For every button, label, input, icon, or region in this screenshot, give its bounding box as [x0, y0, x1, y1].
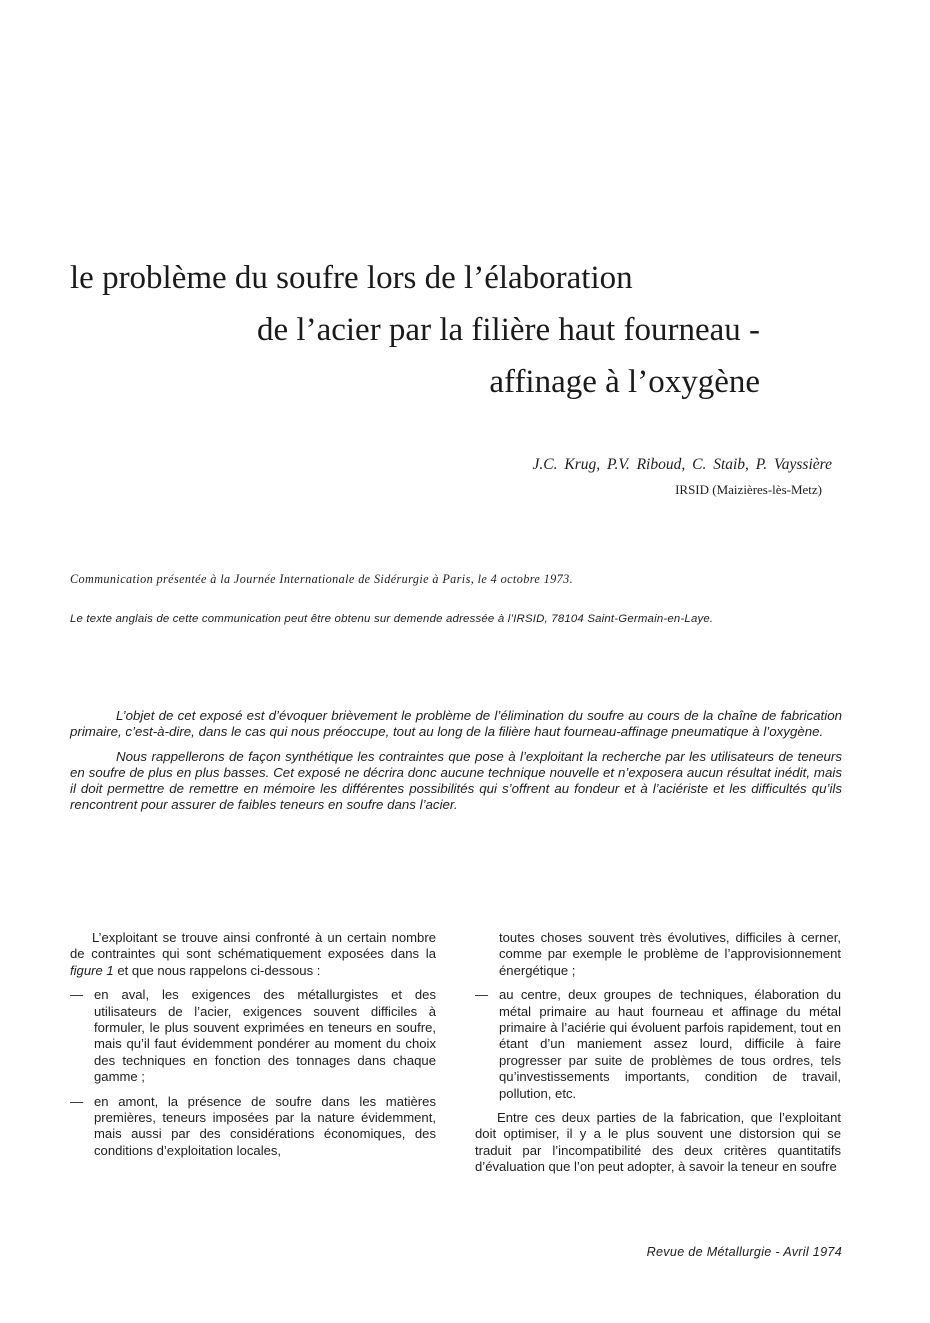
article-title — [60, 252, 760, 408]
figure-reference: figure 1 — [70, 962, 114, 978]
dash-marker: — — [70, 1093, 84, 1109]
right-column — [475, 930, 841, 1184]
list-item — [475, 987, 841, 1102]
intro-text-after: et que nous rappelons ci-dessous : — [113, 962, 321, 978]
title-line-3: affinage à l’oxygène — [489, 364, 760, 400]
left-column — [70, 930, 436, 1167]
continued-list-text: toutes choses souvent très évolutives, difficiles à cerner, comme par exemple le problème de l’approvisionnement énergétique ; — [499, 930, 841, 978]
journal-footer: Revue de Métallurgie - Avril 1974 — [646, 1245, 842, 1259]
list-item-text: au centre, deux groupes de techniques, élaboration du métal primaire au haut fourneau et affinage du métal primaire à l’aciérie qui évoluent parfois rapidement, tout en étant d’un maniement assez lourd, difficile à faire progresser par suite de problèmes de tous ordres, tels qu’investissements importants, condition de travail, pollution, etc. — [499, 987, 841, 1101]
abstract-paragraph-2: Nous rappellerons de façon synthétique les contraintes que pose à l’exploitant la recherche par les utilisateurs de teneurs en soufre de plus en plus basses. Cet exposé ne décrira donc aucune technique nouvelle et n’exposera aucun résultat inédit, mais il doit permettre de remettre en mémoire les différentes possibilités qui s’offrent au fondeur et à l’aciériste et les difficultés qu’ils rencontrent pour assurer de faibles teneurs en soufre dans l’acier. — [70, 748, 842, 813]
communication-note: Communication présentée à la Journée Internationale de Sidérurgie à Paris, le 4 octobre 1973. — [70, 572, 574, 586]
dash-marker: — — [70, 987, 84, 1003]
body-paragraph: Entre ces deux parties de la fabrication, que l’exploitant doit optimiser, il y a le plus souvent une distorsion qui se traduit par l’incompatibilité des deux critères quantitatifs d’évaluation que l’on peut adopter, à savoir la teneur en soufre — [475, 1110, 841, 1175]
dash-marker: — — [475, 987, 489, 1003]
intro-paragraph — [70, 930, 436, 979]
english-text-note: Le texte anglais de cette communication peut être obtenu sur demende adressée à l’IRSID, 78104 Saint-Germain-en-Laye. — [70, 613, 714, 625]
authors: J.C. Krug, P.V. Riboud, C. Staib, P. Vayssière — [532, 456, 832, 473]
list-item — [70, 987, 436, 1085]
title-line-1: le problème du soufre lors de l’élaboration — [70, 260, 633, 296]
intro-text-before: L’exploitant se trouve ainsi confronté à un certain nombre de contraintes qui sont schématiquement exposées dans la — [70, 930, 436, 962]
list-item-text: en aval, les exigences des métallurgistes et des utilisateurs de l’acier, exigences souvent difficiles à formuler, le plus souvent exprimées en teneurs en soufre, mais qu’il faut évidemment pondérer au moment du choix des techniques en fonction des tonnages dans chaque gamme ; — [94, 987, 436, 1085]
abstract-paragraph-1: L’objet de cet exposé est d’évoquer brièvement le problème de l’élimination du soufre au cours de la chaîne de fabrication primaire, c’est-à-dire, dans le cas qui nous préoccupe, tout au long de la filière haut fourneau-affinage pneumatique à l’oxygène. — [70, 708, 842, 740]
list-item-text: en amont, la présence de soufre dans les matières premières, teneurs imposées par la nature évidemment, mais aussi par des considérations économiques, des conditions d’exploitation locales, — [94, 1093, 436, 1158]
affiliation: IRSID (Maizières-lès-Metz) — [675, 482, 822, 497]
abstract — [70, 708, 842, 822]
list-item — [70, 1094, 436, 1160]
title-line-2: de l’acier par la filière haut fourneau - — [257, 312, 760, 348]
